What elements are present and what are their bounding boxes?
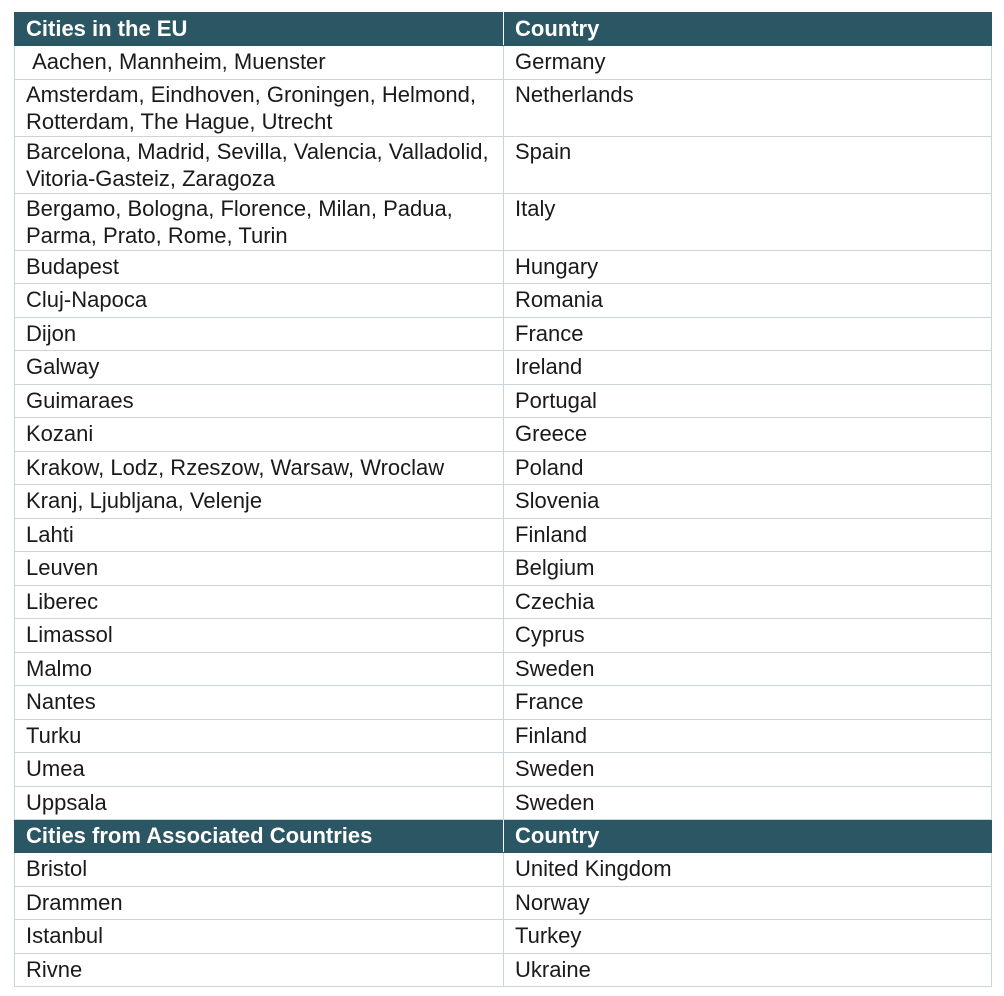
country-cell: Ukraine bbox=[504, 953, 992, 987]
eu-table-row bbox=[15, 418, 992, 452]
eu-table-row bbox=[15, 384, 992, 418]
associated-section-header-row bbox=[15, 820, 992, 853]
country-cell: Finland bbox=[504, 518, 992, 552]
cities-cell: Liberec bbox=[15, 585, 504, 619]
cities-cell: Budapest bbox=[15, 250, 504, 284]
country-cell: Hungary bbox=[504, 250, 992, 284]
cities-cell: Krakow, Lodz, Rzeszow, Warsaw, Wroclaw bbox=[15, 451, 504, 485]
country-cell: United Kingdom bbox=[504, 853, 992, 887]
country-cell: Spain bbox=[504, 136, 992, 193]
cities-cell: Turku bbox=[15, 719, 504, 753]
associated-table-row bbox=[15, 853, 992, 887]
country-cell: Greece bbox=[504, 418, 992, 452]
table-body bbox=[15, 13, 992, 987]
country-cell: Norway bbox=[504, 886, 992, 920]
eu-table-row bbox=[15, 719, 992, 753]
country-cell: Belgium bbox=[504, 552, 992, 586]
cities-cell: Dijon bbox=[15, 317, 504, 351]
eu-cities-column-header: Cities in the EU bbox=[15, 13, 504, 46]
cities-cell: Istanbul bbox=[15, 920, 504, 954]
country-cell: Finland bbox=[504, 719, 992, 753]
city-country-table bbox=[14, 12, 992, 987]
eu-table-row bbox=[15, 250, 992, 284]
cities-cell: Kranj, Ljubljana, Velenje bbox=[15, 485, 504, 519]
country-cell: Cyprus bbox=[504, 619, 992, 653]
country-cell: Sweden bbox=[504, 753, 992, 787]
cities-cell: Kozani bbox=[15, 418, 504, 452]
eu-table-row bbox=[15, 686, 992, 720]
country-cell: Slovenia bbox=[504, 485, 992, 519]
cities-cell: Lahti bbox=[15, 518, 504, 552]
cities-cell: Cluj-Napoca bbox=[15, 284, 504, 318]
eu-table-row bbox=[15, 79, 992, 136]
country-cell: Turkey bbox=[504, 920, 992, 954]
eu-table-row bbox=[15, 753, 992, 787]
eu-table-row bbox=[15, 552, 992, 586]
eu-table-row bbox=[15, 193, 992, 250]
eu-table-row bbox=[15, 284, 992, 318]
country-cell: Italy bbox=[504, 193, 992, 250]
country-cell: France bbox=[504, 317, 992, 351]
country-cell: Portugal bbox=[504, 384, 992, 418]
cities-cell: Bergamo, Bologna, Florence, Milan, Padua, Parma, Prato, Rome, Turin bbox=[15, 193, 504, 250]
eu-table-row bbox=[15, 451, 992, 485]
cities-cell: Rivne bbox=[15, 953, 504, 987]
associated-country-column-header: Country bbox=[504, 820, 992, 853]
country-cell: Czechia bbox=[504, 585, 992, 619]
associated-table-row bbox=[15, 953, 992, 987]
eu-country-column-header: Country bbox=[504, 13, 992, 46]
cities-cell: Uppsala bbox=[15, 786, 504, 820]
country-cell: Sweden bbox=[504, 652, 992, 686]
eu-table-row bbox=[15, 585, 992, 619]
cities-cell: Malmo bbox=[15, 652, 504, 686]
cities-cell: Leuven bbox=[15, 552, 504, 586]
associated-table-row bbox=[15, 920, 992, 954]
cities-cell: Guimaraes bbox=[15, 384, 504, 418]
eu-table-row bbox=[15, 652, 992, 686]
associated-cities-column-header: Cities from Associated Countries bbox=[15, 820, 504, 853]
eu-section-header-row bbox=[15, 13, 992, 46]
country-cell: Netherlands bbox=[504, 79, 992, 136]
cities-cell: Drammen bbox=[15, 886, 504, 920]
country-cell: Ireland bbox=[504, 351, 992, 385]
eu-table-row bbox=[15, 619, 992, 653]
eu-table-row bbox=[15, 46, 992, 80]
eu-table-row bbox=[15, 485, 992, 519]
eu-table-row bbox=[15, 786, 992, 820]
eu-table-row bbox=[15, 518, 992, 552]
cities-cell: Amsterdam, Eindhoven, Groningen, Helmond, Rotterdam, The Hague, Utrecht bbox=[15, 79, 504, 136]
cities-cell: Bristol bbox=[15, 853, 504, 887]
country-cell: Poland bbox=[504, 451, 992, 485]
eu-table-row bbox=[15, 317, 992, 351]
cities-cell: Nantes bbox=[15, 686, 504, 720]
cities-cell: Aachen, Mannheim, Muenster bbox=[15, 46, 504, 80]
eu-table-row bbox=[15, 351, 992, 385]
country-cell: Romania bbox=[504, 284, 992, 318]
country-cell: Sweden bbox=[504, 786, 992, 820]
associated-table-row bbox=[15, 886, 992, 920]
cities-cell: Galway bbox=[15, 351, 504, 385]
country-cell: France bbox=[504, 686, 992, 720]
cities-cell: Umea bbox=[15, 753, 504, 787]
cities-cell: Limassol bbox=[15, 619, 504, 653]
country-cell: Germany bbox=[504, 46, 992, 80]
cities-cell: Barcelona, Madrid, Sevilla, Valencia, Valladolid, Vitoria-Gasteiz, Zaragoza bbox=[15, 136, 504, 193]
eu-table-row bbox=[15, 136, 992, 193]
city-country-table-container bbox=[14, 12, 991, 987]
